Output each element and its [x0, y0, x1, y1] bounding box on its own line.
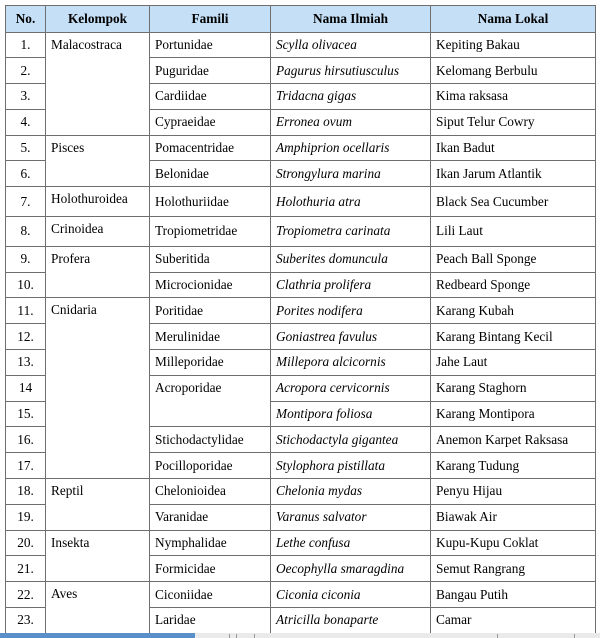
header-nama-lokal: Nama Lokal — [431, 6, 596, 33]
cell-kelompok: Holothuroidea — [46, 187, 150, 217]
cell-famili: Pomacentridae — [150, 135, 271, 161]
cell-nama-ilmiah: Scylla olivacea — [271, 32, 431, 58]
cell-famili: Stichodactylidae — [150, 427, 271, 453]
cell-no: 9. — [6, 246, 46, 272]
cell-nama-ilmiah: Montipora foliosa — [271, 401, 431, 427]
cell-no: 14 — [6, 375, 46, 401]
cell-nama-ilmiah: Lethe confusa — [271, 530, 431, 556]
table-row — [6, 135, 596, 161]
cell-famili: Holothuriidae — [150, 187, 271, 217]
table-row — [6, 187, 596, 217]
taskbar-accent — [0, 633, 195, 638]
cell-nama-lokal: Camar — [431, 608, 596, 634]
cell-nama-lokal: Kupu-Kupu Coklat — [431, 530, 596, 556]
cell-famili: Varanidae — [150, 504, 271, 530]
cell-nama-ilmiah: Millepora alcicornis — [271, 350, 431, 376]
table-row — [6, 246, 596, 272]
cell-kelompok: Crinoidea — [46, 217, 150, 247]
cell-famili: Puguridae — [150, 58, 271, 84]
cell-no: 13. — [6, 350, 46, 376]
cell-nama-ilmiah: Goniastrea favulus — [271, 324, 431, 350]
cell-nama-ilmiah: Amphiprion ocellaris — [271, 135, 431, 161]
cell-no: 11. — [6, 298, 46, 324]
cell-nama-lokal: Peach Ball Sponge — [431, 246, 596, 272]
cell-nama-lokal: Penyu Hijau — [431, 479, 596, 505]
cell-nama-lokal: Kima raksasa — [431, 84, 596, 110]
cell-famili: Tropiometridae — [150, 217, 271, 247]
cell-nama-lokal: Anemon Karpet Raksasa — [431, 427, 596, 453]
header-nama-ilmiah: Nama Ilmiah — [271, 6, 431, 33]
cell-nama-ilmiah: Chelonia mydas — [271, 479, 431, 505]
table-row — [6, 217, 596, 247]
cell-nama-ilmiah: Ciconia ciconia — [271, 582, 431, 608]
cell-nama-lokal: Siput Telur Cowry — [431, 109, 596, 135]
cell-nama-lokal: Jahe Laut — [431, 350, 596, 376]
cell-nama-lokal: Redbeard Sponge — [431, 272, 596, 298]
cell-no: 10. — [6, 272, 46, 298]
divider-mark — [236, 634, 237, 638]
cell-famili: Ciconiidae — [150, 582, 271, 608]
cell-no: 5. — [6, 135, 46, 161]
cell-no: 12. — [6, 324, 46, 350]
cell-no: 7. — [6, 187, 46, 217]
divider-mark — [497, 634, 498, 638]
cell-nama-ilmiah: Strongylura marina — [271, 161, 431, 187]
cell-nama-ilmiah: Erronea ovum — [271, 109, 431, 135]
header-famili: Famili — [150, 6, 271, 33]
cell-no: 6. — [6, 161, 46, 187]
cell-famili: Merulinidae — [150, 324, 271, 350]
cell-no: 23. — [6, 608, 46, 634]
cell-nama-ilmiah: Oecophylla smaragdina — [271, 556, 431, 582]
cell-no: 22. — [6, 582, 46, 608]
cell-nama-ilmiah: Porites nodifera — [271, 298, 431, 324]
cell-famili: Formicidae — [150, 556, 271, 582]
cell-nama-ilmiah: Atricilla bonaparte — [271, 608, 431, 634]
cell-no: 1. — [6, 32, 46, 58]
cell-famili: Microcionidae — [150, 272, 271, 298]
cell-famili: Belonidae — [150, 161, 271, 187]
cell-nama-ilmiah: Acropora cervicornis — [271, 375, 431, 401]
cell-famili: Acroporidae — [150, 375, 271, 427]
cell-nama-lokal: Kepiting Bakau — [431, 32, 596, 58]
cell-nama-lokal: Biawak Air — [431, 504, 596, 530]
cell-no: 21. — [6, 556, 46, 582]
divider-mark — [574, 634, 575, 638]
divider-mark — [229, 634, 230, 638]
cell-nama-ilmiah: Stichodactyla gigantea — [271, 427, 431, 453]
cell-nama-lokal: Ikan Jarum Atlantik — [431, 161, 596, 187]
cell-kelompok: Pisces — [46, 135, 150, 187]
header-kelompok: Kelompok — [46, 6, 150, 33]
cell-famili: Milleporidae — [150, 350, 271, 376]
cell-famili: Nymphalidae — [150, 530, 271, 556]
cell-nama-lokal: Karang Kubah — [431, 298, 596, 324]
cell-nama-ilmiah: Clathria prolifera — [271, 272, 431, 298]
cell-nama-lokal: Kelomang Berbulu — [431, 58, 596, 84]
cell-nama-ilmiah: Holothuria atra — [271, 187, 431, 217]
table-body — [6, 32, 596, 633]
cell-no: 20. — [6, 530, 46, 556]
table-row — [6, 32, 596, 58]
cell-famili: Chelonioidea — [150, 479, 271, 505]
cell-no: 18. — [6, 479, 46, 505]
cell-no: 2. — [6, 58, 46, 84]
species-table — [5, 5, 596, 634]
cell-no: 15. — [6, 401, 46, 427]
table-row — [6, 479, 596, 505]
cell-no: 8. — [6, 217, 46, 247]
cell-nama-lokal: Karang Tudung — [431, 453, 596, 479]
cell-nama-ilmiah: Tropiometra carinata — [271, 217, 431, 247]
cell-famili: Suberitida — [150, 246, 271, 272]
cell-kelompok: Profera — [46, 246, 150, 298]
table-row — [6, 530, 596, 556]
cell-nama-ilmiah: Tridacna gigas — [271, 84, 431, 110]
cell-kelompok: Reptil — [46, 479, 150, 531]
cell-nama-ilmiah: Stylophora pistillata — [271, 453, 431, 479]
cell-famili: Poritidae — [150, 298, 271, 324]
cell-famili: Cardiidae — [150, 84, 271, 110]
cell-kelompok: Malacostraca — [46, 32, 150, 135]
cell-famili: Portunidae — [150, 32, 271, 58]
cell-kelompok: Insekta — [46, 530, 150, 582]
cell-no: 3. — [6, 84, 46, 110]
cell-no: 4. — [6, 109, 46, 135]
cell-famili: Pocilloporidae — [150, 453, 271, 479]
cell-nama-ilmiah: Pagurus hirsutiusculus — [271, 58, 431, 84]
cell-famili: Laridae — [150, 608, 271, 634]
header-row — [6, 6, 596, 33]
cell-nama-lokal: Semut Rangrang — [431, 556, 596, 582]
cell-no: 17. — [6, 453, 46, 479]
cell-famili: Cypraeidae — [150, 109, 271, 135]
divider-mark — [254, 634, 255, 638]
cell-no: 16. — [6, 427, 46, 453]
cell-nama-lokal: Ikan Badut — [431, 135, 596, 161]
cell-nama-ilmiah: Suberites domuncula — [271, 246, 431, 272]
window-bottom-strip — [0, 633, 600, 638]
cell-no: 19. — [6, 504, 46, 530]
cell-kelompok: Cnidaria — [46, 298, 150, 479]
cell-nama-lokal: Karang Staghorn — [431, 375, 596, 401]
table-row — [6, 298, 596, 324]
cell-nama-lokal: Karang Montipora — [431, 401, 596, 427]
table-row — [6, 582, 596, 608]
cell-nama-lokal: Lili Laut — [431, 217, 596, 247]
header-no: No. — [6, 6, 46, 33]
cell-nama-lokal: Black Sea Cucumber — [431, 187, 596, 217]
cell-nama-lokal: Bangau Putih — [431, 582, 596, 608]
cell-kelompok: Aves — [46, 582, 150, 634]
cell-nama-ilmiah: Varanus salvator — [271, 504, 431, 530]
cell-nama-lokal: Karang Bintang Kecil — [431, 324, 596, 350]
